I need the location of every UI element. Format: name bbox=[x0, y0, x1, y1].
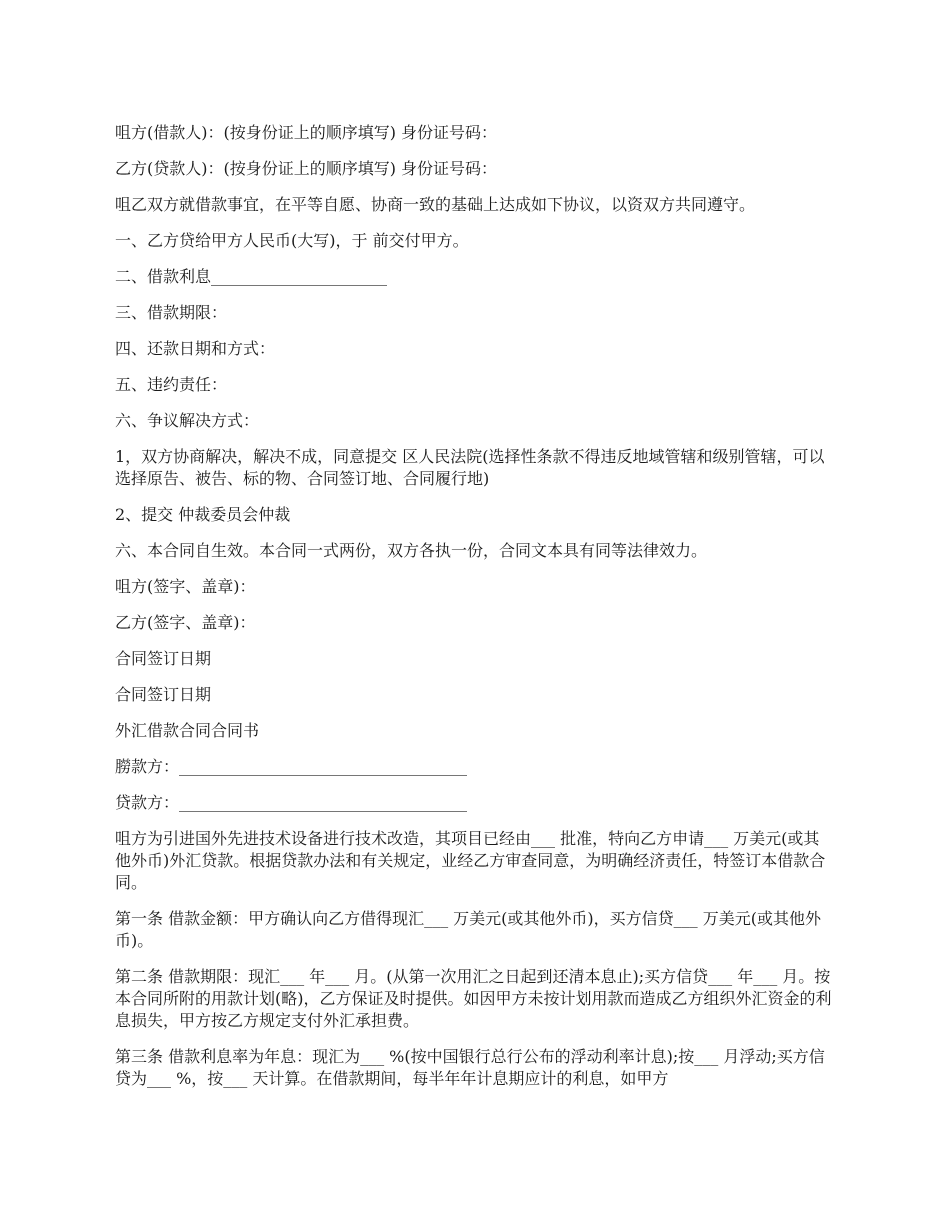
forex-intro: 咀方为引进国外先进技术设备进行技术改造，其项目已经由___ 批准，特向乙方申请___ 万美元(或其他外币)外汇贷款。根据贷款办法和有关规定，业经乙方审查同意，为明确经济责任，特签订本借款合同。 bbox=[115, 829, 826, 892]
article-1-amount: 第一条 借款金额：甲方确认向乙方借得现汇___ 万美元(或其他外币)，买方信贷___ 万美元(或其他外币)。 bbox=[115, 909, 821, 950]
signing-date-repeat: 合同签订日期 bbox=[115, 685, 212, 704]
lender-line: 贷款方：____________________________________ bbox=[115, 793, 468, 812]
agreement-intro: 咀乙双方就借款事宜，在平等自愿、协商一致的基础上达成如下协议，以资双方共同遵守。 bbox=[115, 195, 756, 214]
article-3-interest: 第三条 借款利息率为年息：现汇为___ %(按中国银行总行公布的浮动利率计息);按___ 月浮动;买方信贷为___ %，按___ 天计算。在借款期间，每半年年计息期应计的利息，如甲方 bbox=[115, 1047, 825, 1088]
signing-date: 合同签订日期 bbox=[115, 649, 212, 668]
dispute-option-arbitration: 2、提交 仲裁委员会仲裁 bbox=[115, 505, 291, 524]
party-b-signature: 乙方(签字、盖章)： bbox=[115, 613, 256, 632]
party-a-signature: 咀方(签字、盖章)： bbox=[115, 577, 256, 596]
party-b-line: 乙方(贷款人)：(按身份证上的顺序填写) 身份证号码： bbox=[115, 159, 498, 178]
clause-term: 三、借款期限： bbox=[115, 303, 228, 322]
clause-loan-amount: 一、乙方贷给甲方人民币(大写)，于 前交付甲方。 bbox=[115, 231, 469, 250]
clause-interest: 二、借款利息______________________ bbox=[115, 267, 388, 286]
forex-contract-title: 外汇借款合同合同书 bbox=[115, 721, 260, 740]
borrower-line: 朥款方：____________________________________ bbox=[115, 757, 468, 776]
party-a-line: 咀方(借款人)：(按身份证上的顺序填写) 身份证号码： bbox=[115, 123, 498, 142]
article-2-term: 第二条 借款期限：现汇___ 年___ 月。(从第一次用汇之日起到还清本息止);买方信贷___ 年___ 月。按本合同所附的用款计划(略)，乙方保证及时提供。如因甲方未按计划用款而造成乙方组织外汇资金的利息损失，甲方按乙方规定支付外汇承担费。 bbox=[115, 967, 832, 1030]
clause-effectiveness: 六、本合同自生效。本合同一式两份，双方各执一份，合同文本具有同等法律效力。 bbox=[115, 541, 708, 560]
clause-liability: 五、违约责任： bbox=[115, 375, 228, 394]
clause-repayment: 四、还款日期和方式： bbox=[115, 339, 276, 358]
dispute-option-court: 1，双方协商解决，解决不成，同意提交 区人民法院(选择性条款不得违反地域管辖和级别管辖，可以选择原告、被告、标的物、合同签订地、合同履行地) bbox=[115, 447, 825, 488]
document-page bbox=[115, 122, 835, 1104]
clause-dispute: 六、争议解决方式： bbox=[115, 411, 260, 430]
